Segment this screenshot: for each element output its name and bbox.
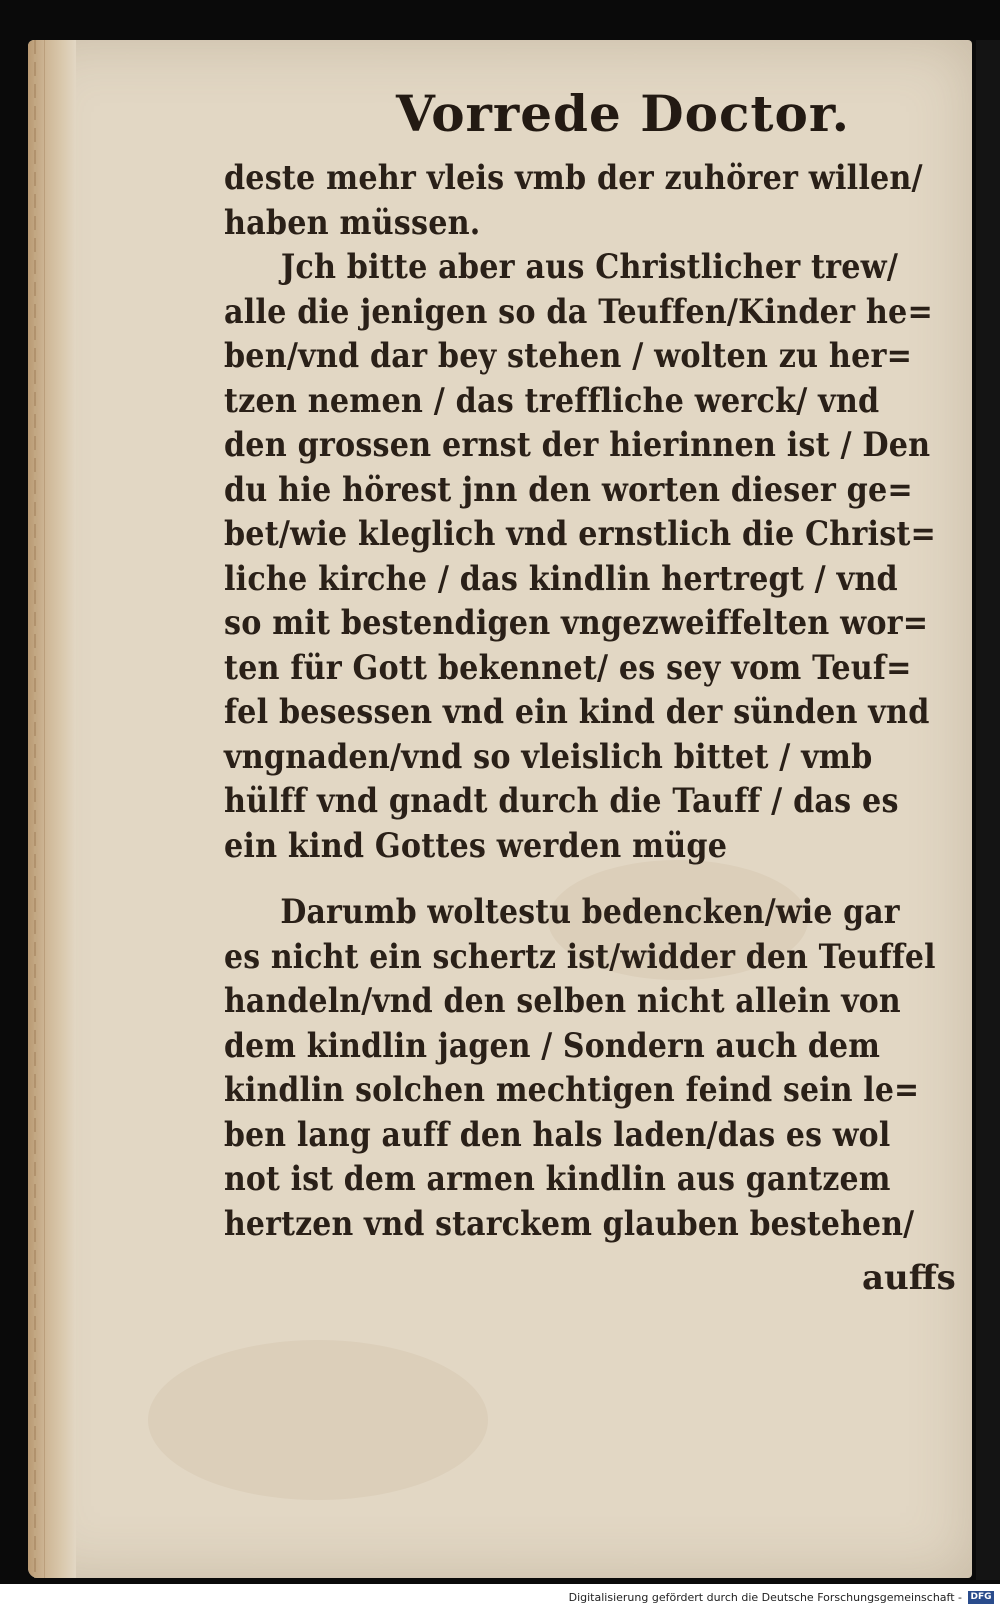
text-line: alle die jenigen so da Teuffen/Kinder he= — [224, 291, 933, 332]
text-line: so mit bestendigen vngezweiffelten wor= — [224, 603, 929, 643]
footer-credit: Digitalisierung gefördert durch die Deutsche Forschungsgemeinschaft - — [568, 1591, 962, 1604]
text-line: handeln/vnd den selben nicht allein von — [224, 981, 901, 1021]
text-line: dem kindlin jagen / Sondern auch dem — [224, 1025, 881, 1066]
text-line: kindlin solchen mechtigen feind sein le= — [224, 1070, 920, 1110]
text-line: den grossen ernst der hierinnen ist / Den — [224, 425, 931, 465]
catchword: auffs — [862, 1258, 956, 1298]
running-head: Vorrede Doctor. — [396, 84, 850, 143]
text-line: fel besessen vnd ein kind der sünden vnd — [224, 692, 930, 732]
text-line: Jch bitte aber aus Christlicher trew/ — [280, 247, 899, 287]
text-line: ten für Gott bekennet/ es sey vom Teuf= — [224, 647, 912, 688]
text-line: bet/wie kleglich vnd ernstlich die Christ= — [224, 514, 937, 554]
paragraph-1 — [224, 156, 1000, 868]
text-line: tzen nemen / das treffliche werck/ vnd — [224, 380, 880, 421]
paper-stain — [148, 1340, 488, 1500]
text-line: es nicht ein schertz ist/widder den Teuffel — [224, 936, 936, 977]
text-line: ben lang auff den hals laden/das es wol — [224, 1114, 891, 1155]
text-line: not ist dem armen kindlin aus gantzem — [224, 1159, 891, 1199]
text-line: Darumb woltestu bedencken/wie gar — [280, 892, 900, 932]
text-line: ben/vnd dar bey stehen / wolten zu her= — [224, 336, 913, 376]
text-line: hülff vnd gnadt durch die Tauff / das es — [224, 781, 899, 821]
text-line: vngnaden/vnd so vleislich bittet / vmb — [224, 736, 873, 777]
text-line: du hie hörest jnn den worten dieser ge= — [224, 469, 913, 510]
page-gutter-edge — [28, 40, 76, 1578]
dfg-logo-icon: DFG — [968, 1591, 994, 1604]
text-line: hertzen vnd starckem glauben bestehen/ — [224, 1203, 915, 1244]
text-line: ein kind Gottes werden müge — [224, 825, 728, 866]
paragraph-2 — [224, 890, 1000, 1246]
text-line: deste mehr vleis vmb der zuhörer willen/ — [224, 158, 923, 198]
text-line: liche kirche / das kindlin hertregt / vnd — [224, 558, 898, 599]
text-line: haben müssen. — [224, 202, 481, 243]
footer-bar — [0, 1584, 1000, 1612]
